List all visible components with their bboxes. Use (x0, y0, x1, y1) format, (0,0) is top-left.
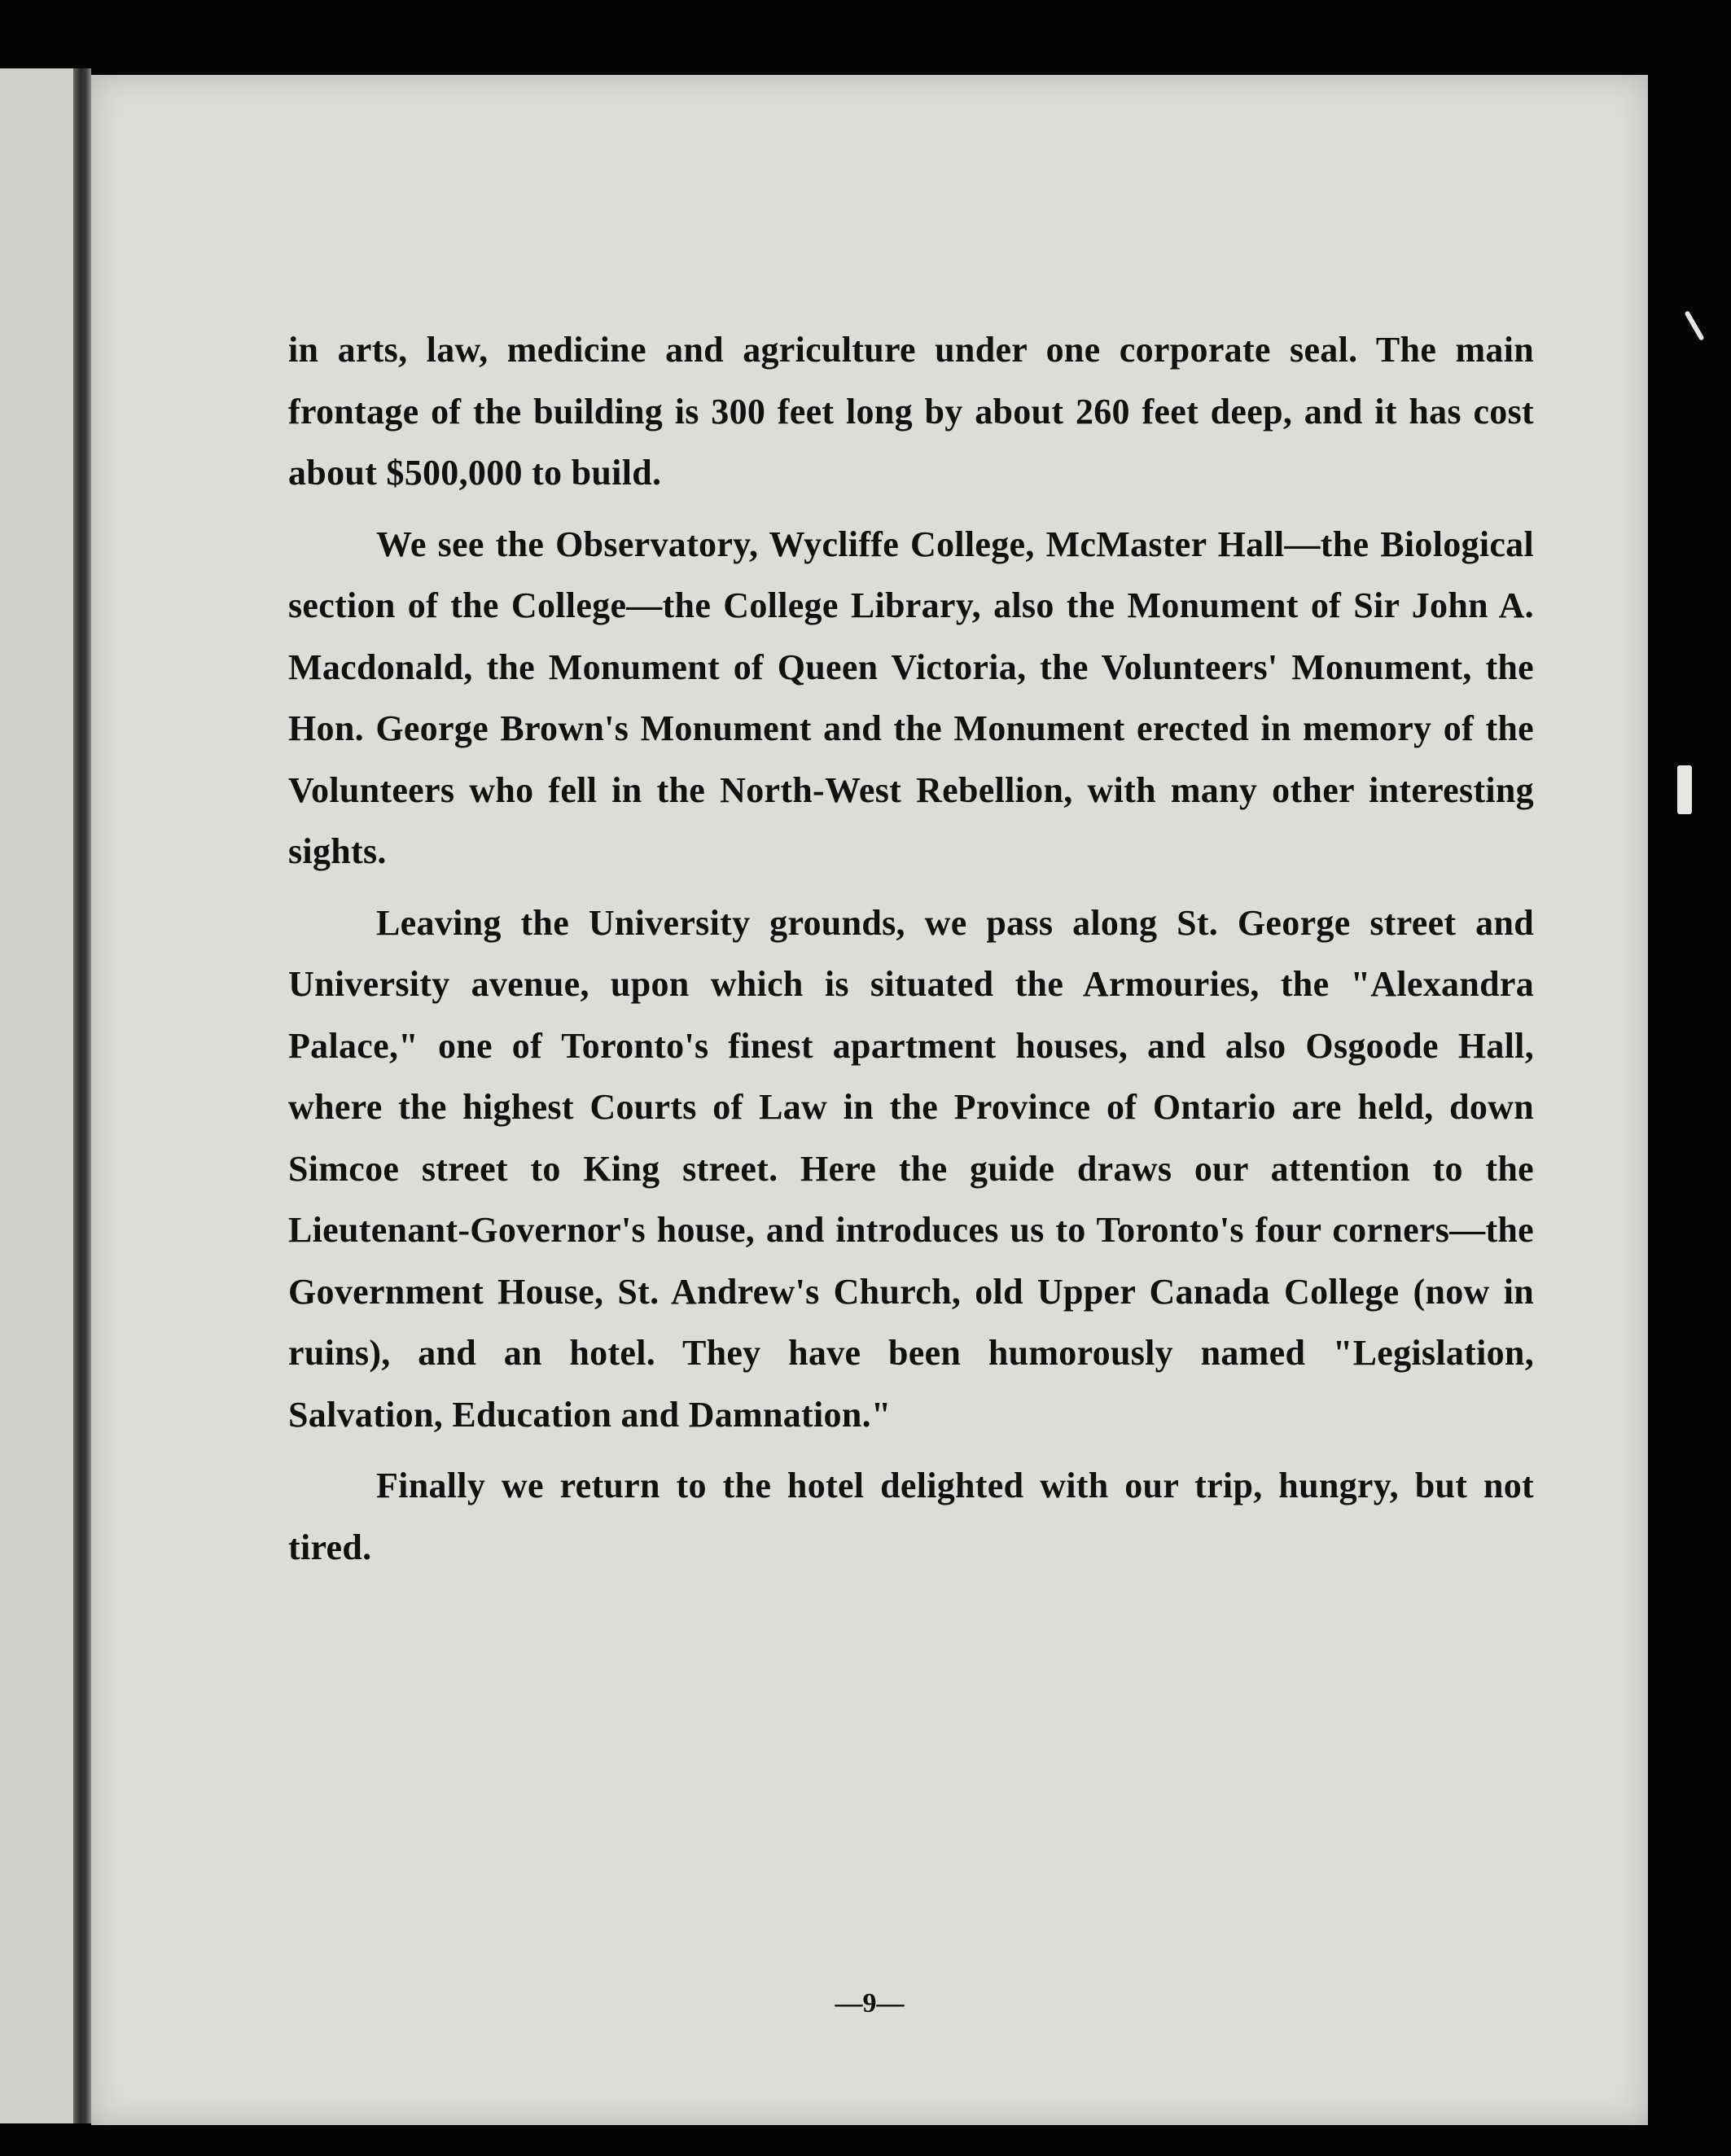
paragraph-sights: We see the Observatory, Wycliffe College, McMaster Hall—the Biological section of the College—the College Library, also the Monument of Sir John A. Macdonald, the Monument of Queen Victoria, the Volunteers' Monument, the Hon. George Brown's Monument and the Monument erected in memory of the Volunteers who fell in the North-West Rebellion, with many other interesting sights. (288, 524, 1534, 871)
paragraph-continuation: in arts, law, medicine and agriculture under one corporate seal. The main frontage of the building is 300 feet long by about 260 feet deep, and it has cost about $500,000 to build. (288, 330, 1534, 493)
page-number: —9— (835, 1988, 905, 2018)
book-gutter (73, 68, 91, 2123)
facing-page-edge (0, 68, 73, 2123)
book-page (91, 75, 1648, 2125)
scan-speck (1677, 765, 1692, 814)
paragraph-return: Finally we return to the hotel delighted with our trip, hungry, but not tired. (288, 1466, 1534, 1567)
scan-speck (1684, 310, 1704, 341)
body-text (288, 319, 1534, 1588)
paragraph-route: Leaving the University grounds, we pass along St. George street and University avenue, upon which is situated the Armouries, the "Alexandra Palace," one of Toronto's finest apartment houses, and also Osgoode Hall, where the highest Courts of Law in the Province of Ontario are held, down Simcoe street to King street. Here the guide draws our attention to the Lieutenant-Governor's house, and introduces us to Toronto's four corners—the Government House, St. Andrew's Church, old Upper Canada College (now in ruins), and an hotel. They have been humorously named "Legislation, Salvation, Education and Damnation." (288, 902, 1534, 1435)
